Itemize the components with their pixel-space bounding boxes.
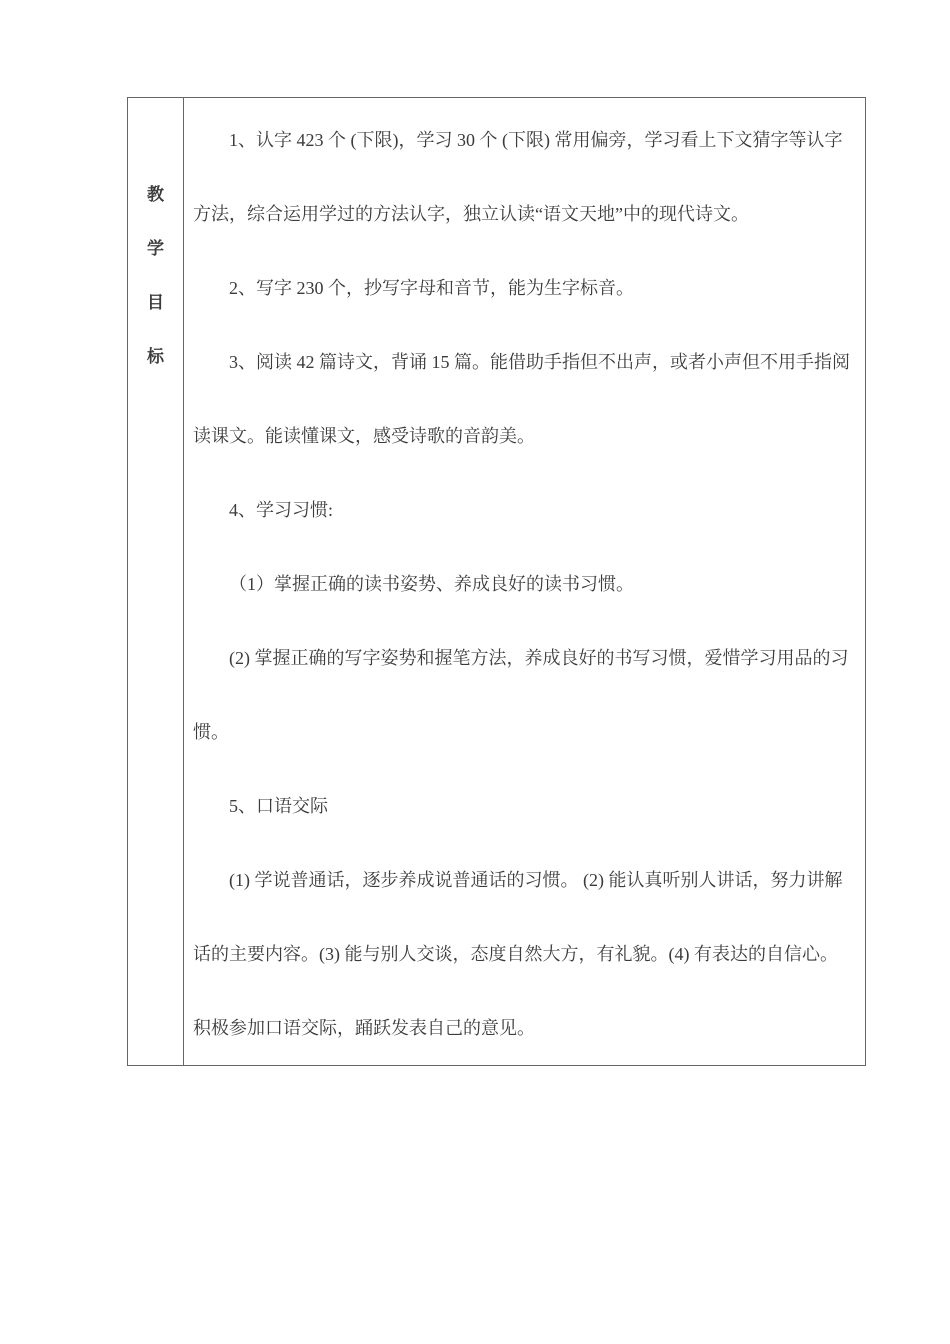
objective-paragraph-5: 5、口语交际 xyxy=(229,796,328,816)
row-header-cell xyxy=(128,98,184,1065)
header-char-3: 目 xyxy=(147,293,164,312)
objective-subitems-5: (1) 学说普通话，逐步养成说普通话的习惯。 (2) 能认真听别人讲话，努力讲解话的主要内容。(3) 能与别人交谈，态度自然大方，有礼貌。(4) 有表达的自信心。积极参加口语交际，踊跃发表自己的意见。 xyxy=(193,870,843,1038)
header-char-1: 教 xyxy=(147,185,164,204)
header-char-2: 学 xyxy=(147,239,164,258)
objective-subitem-4-2: (2) 掌握正确的写字姿势和握笔方法，养成良好的书写习惯，爱惜学习用品的习惯。 xyxy=(193,648,849,742)
header-char-4: 标 xyxy=(147,347,164,366)
objective-paragraph-2: 2、写字 230 个，抄写字母和音节，能为生字标音。 xyxy=(229,278,634,298)
teaching-objectives-table xyxy=(127,97,866,1066)
objective-subitem-4-1: （1）掌握正确的读书姿势、养成良好的读书习惯。 xyxy=(229,574,634,594)
content-cell xyxy=(184,98,865,1065)
objective-paragraph-4: 4、学习习惯: xyxy=(229,500,334,520)
objective-paragraph-1: 1、认字 423 个 (下限)，学习 30 个 (下限) 常用偏旁，学习看上下文猜字等认字方法，综合运用学过的方法认字，独立认读“语文天地”中的现代诗文。 xyxy=(193,130,843,224)
objective-paragraph-3: 3、阅读 42 篇诗文，背诵 15 篇。能借助手指但不出声，或者小声但不用手指阅读课文。能读懂课文，感受诗歌的音韵美。 xyxy=(193,352,850,446)
